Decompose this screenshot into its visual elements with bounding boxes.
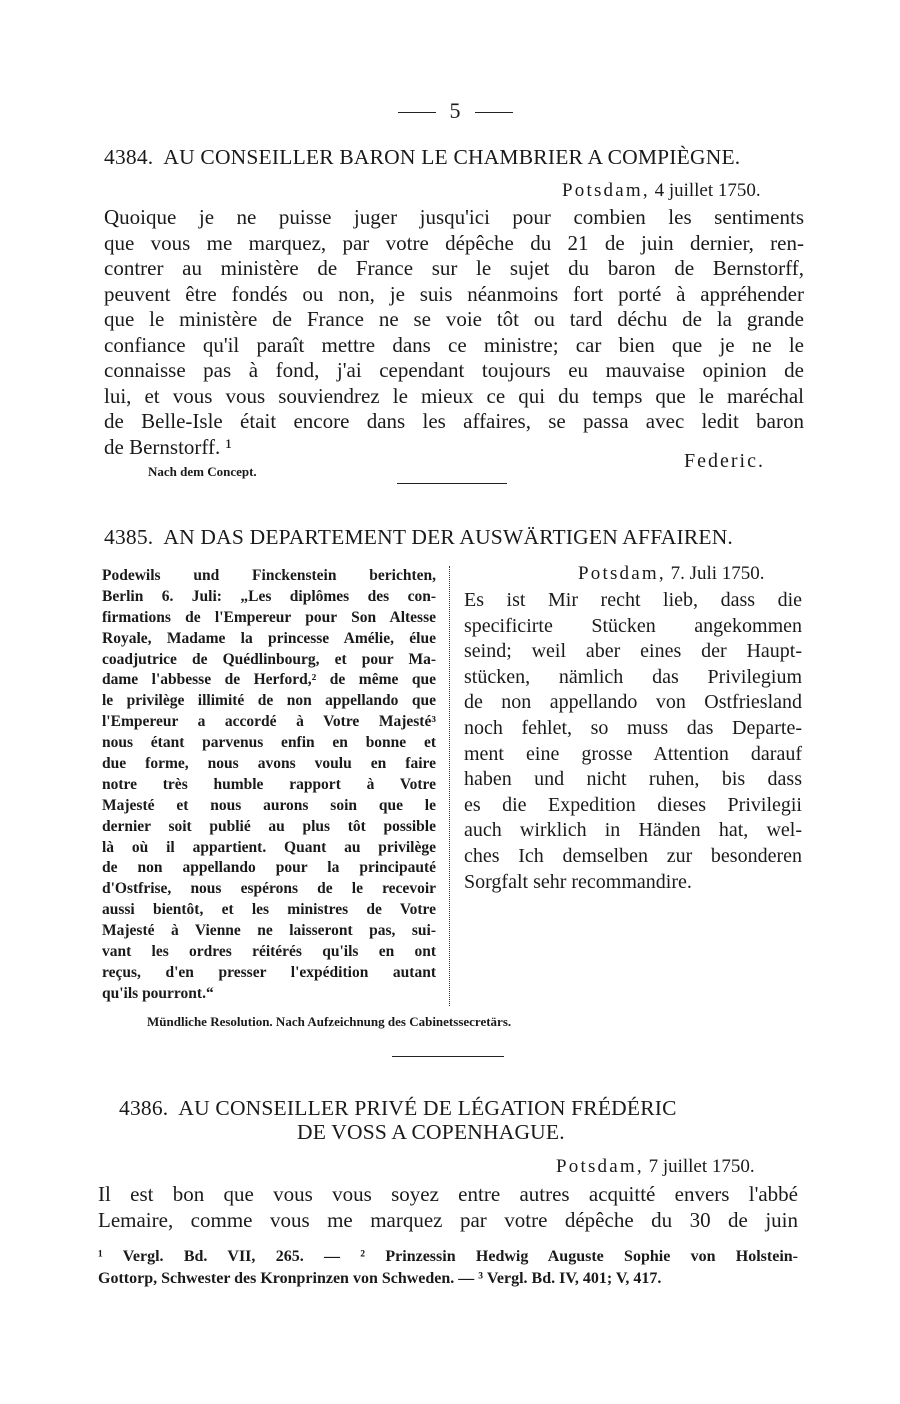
letter-4384-line: lui, et vous vous souviendrez le mieux ce qui du temps que le maréchal — [104, 383, 804, 408]
letter-4385-resolution-line: stücken, nämlich das Privilegium — [464, 665, 802, 688]
letter-4385-resolution-line: seind; weil aber eines der Haupt- — [464, 640, 802, 663]
letter-4385-report-line: qu'ils pourront.“ — [102, 984, 214, 1002]
letter-4385-resolution-line: Es ist Mir recht lieb, dass die — [464, 589, 802, 611]
letter-4385-resolution-line: haben und nicht ruhen, bis dass — [464, 768, 802, 791]
letter-4385-report-line: Berlin 6. Juli: „Les diplômes des con- — [102, 587, 436, 605]
letter-4384-line: connaisse pas à fond, j'ai cependant toujours eu mauvaise opinion de — [104, 358, 804, 382]
letter-4385-report-column — [102, 566, 436, 1005]
letter-4384-line: peuvent être fondés ou non, je suis néanmoins fort porté à appréhender — [104, 281, 804, 306]
letter-4386-heading — [119, 1096, 677, 1121]
letter-4385-resolution-line: auch wirklich in Händen hat, wel- — [464, 819, 802, 842]
letter-4384-body — [104, 205, 804, 460]
column-separator — [449, 566, 450, 1006]
letter-4385-report-line: l'Empereur a accordé à Votre Majesté³ — [102, 713, 436, 731]
letter-4384-dateline — [562, 180, 761, 202]
letter-4385-report-line: là où il appartient. Quant au privilège — [102, 838, 436, 856]
letter-4384-line: de Belle-Isle était encore dans les affaires, se passa avec ledit baron — [104, 409, 804, 433]
letter-4385-source-note: Mündliche Resolution. Nach Aufzeichnung des Cabinetssecretärs. — [147, 1014, 512, 1029]
letter-4385-heading — [104, 525, 733, 550]
letter-4386-date: 7 juillet 1750. — [648, 1156, 755, 1177]
letter-4385-report-line: Podewils und Finckenstein berichten, — [102, 567, 436, 584]
letter-4385-resolution-line: Sorgfalt sehr recommandire. — [464, 870, 692, 893]
letter-4385-report-line: Majesté à Vienne ne laisseront pas, sui- — [102, 922, 436, 940]
letter-4386-title-line2: DE VOSS A COPENHAGUE. — [297, 1120, 565, 1144]
letter-4385-title: AN DAS DEPARTEMENT DER AUSWÄRTIGEN AFFAIREN. — [163, 525, 734, 549]
letter-4385-report-line: dame l'abbesse de Herford,² de même que — [102, 671, 436, 689]
letter-4385-report-line: de non appellando pour la principauté — [102, 859, 436, 877]
letter-4384-line: de Bernstorff. ¹ — [104, 434, 232, 459]
letter-4385-report-line: nous étant parvenus enfin en bonne et — [102, 734, 436, 752]
letter-4385-report-line: Majesté et nous aurons soin que le — [102, 796, 436, 814]
letter-4385-resolution-line: es die Expedition dieses Privilegii — [464, 793, 802, 816]
letter-4384-line: Quoique je ne puisse juger jusqu'ici pour combien les sentiments — [104, 205, 804, 229]
letter-4385-report-line: notre très humble rapport à Votre — [102, 775, 436, 793]
letter-4386-body — [98, 1182, 798, 1233]
letter-4384-source-note: Nach dem Concept. — [148, 464, 257, 479]
letter-4384-line: contrer au ministère de France sur le sujet du baron de Bernstorff, — [104, 256, 804, 280]
page-number-dash-left — [398, 112, 436, 113]
letter-4385-report-line: d'Ostfrise, nous espérons de le recevoir — [102, 880, 436, 898]
letter-4385-report-line: coadjutrice de Quédlinbourg, et pour Ma- — [102, 650, 436, 668]
page-number — [0, 98, 900, 124]
letter-4385-resolution-line: noch fehlet, so muss das Departe- — [464, 716, 802, 739]
letter-4385-report-line: vant les ordres réitérés qu'ils en ont — [102, 943, 436, 961]
letter-4384-line: que vous me marquez, par votre dépêche du 21 de juin dernier, ren- — [104, 230, 804, 255]
letter-4385-resolution-line: ment eine grosse Attention darauf — [464, 742, 802, 765]
letter-4386-line: Lemaire, comme vous me marquez par votre dépêche du 30 de juin — [98, 1207, 798, 1232]
letter-4384-date: 4 juillet 1750. — [654, 180, 761, 201]
page-number-dash-right — [475, 112, 513, 113]
letter-4386-dateline — [556, 1156, 755, 1178]
letter-4385-resolution-line: specificirte Stücken angekommen — [464, 614, 802, 637]
letter-4385-date: 7. Juli 1750. — [670, 563, 765, 584]
letter-4384-title: AU CONSEILLER BARON LE CHAMBRIER A COMPIÈGNE. — [163, 145, 741, 169]
letter-4386-number: 4386. — [119, 1096, 169, 1120]
footnotes — [98, 1246, 798, 1290]
letter-4384-line: que le ministère de France ne se voie tôt ou tard déchu de la grande — [104, 307, 804, 331]
letter-4384-line: confiance qu'il paraît mettre dans ce ministre; car bien que je ne le — [104, 332, 804, 357]
letter-4385-report-line: aussi bientôt, et les ministres de Votre — [102, 901, 436, 919]
letter-4385-number: 4385. — [104, 525, 154, 549]
letter-4385-report-line: firmations de l'Empereur pour Son Altesse — [102, 608, 436, 626]
letter-4385-resolution-column — [464, 588, 802, 895]
footnote-line: Gottorp, Schwester des Kronprinzen von Schweden. — ³ Vergl. Bd. IV, 401; V, 417. — [98, 1270, 662, 1287]
page-number-value: 5 — [449, 98, 461, 123]
letter-4384-signature: Federic. — [684, 450, 765, 472]
letter-4385-report-line: le privilège illimité de non appellando que — [102, 692, 436, 710]
letter-4385-dateline — [578, 563, 765, 585]
letter-4385-resolution-line: de non appellando von Ostfriesland — [464, 691, 802, 714]
letter-4384-place: Potsdam, — [562, 180, 650, 201]
letter-4385-report-line: dernier soit publié au plus tôt possible — [102, 817, 436, 835]
letter-4386-title-line1: AU CONSEILLER PRIVÉ DE LÉGATION FRÉDÉRIC — [178, 1096, 677, 1120]
letter-4386-line: Il est bon que vous vous soyez entre autres acquitté envers l'abbé — [98, 1182, 798, 1206]
section-divider — [397, 483, 507, 484]
section-divider — [392, 1056, 504, 1057]
letter-4384-number: 4384. — [104, 145, 154, 169]
letter-4384-heading — [104, 145, 740, 170]
letter-4386-place: Potsdam, — [556, 1156, 644, 1177]
letter-4385-report-line: reçus, d'en presser l'expédition autant — [102, 963, 436, 981]
footnote-line: ¹ Vergl. Bd. VII, 265. — ² Prinzessin Hedwig Auguste Sophie von Holstein- — [98, 1248, 798, 1265]
letter-4385-place: Potsdam, — [578, 563, 666, 584]
letter-4385-report-line: due forme, nous avons voulu en faire — [102, 755, 436, 773]
letter-4385-resolution-line: ches Ich demselben zur besonderen — [464, 844, 802, 867]
letter-4385-report-line: Royale, Madame la princesse Amélie, élue — [102, 629, 436, 647]
